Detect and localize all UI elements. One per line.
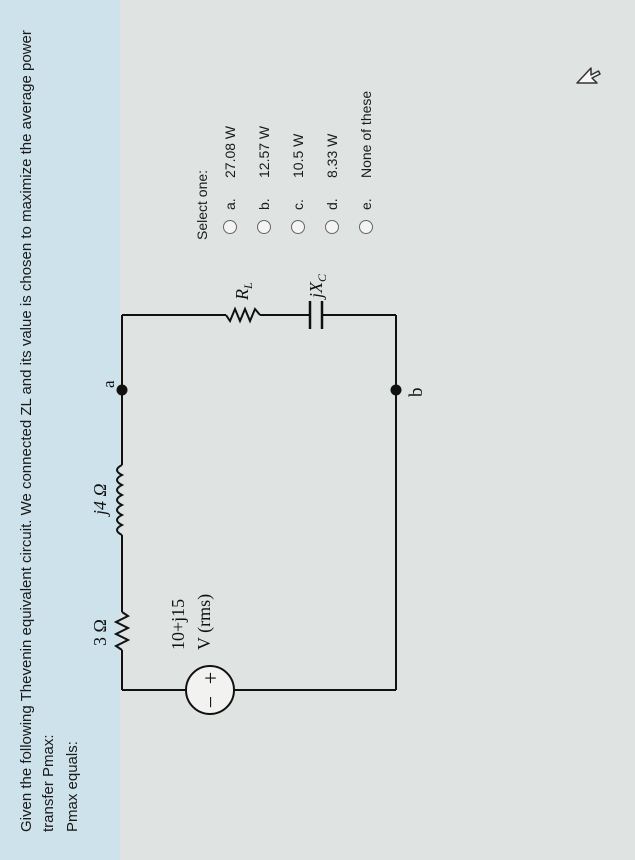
option-a-letter: a. [222,198,238,210]
source-minus-sign: − [198,695,223,709]
load-x-label: $jX_C$ [306,273,329,298]
load-r-label: $R_L$ [232,282,255,300]
source-plus-sign: + [198,671,223,685]
terminal-a-dot [117,385,128,396]
radio-button-c[interactable] [291,220,305,234]
option-e-text: None of these [358,90,374,178]
radio-button-e[interactable] [359,220,373,234]
option-c-letter: c. [290,199,306,210]
mouse-pointer-icon [575,65,606,85]
source-value-label: 10+j15 [168,598,188,650]
option-b[interactable] [256,126,272,234]
radio-button-b[interactable] [257,220,271,234]
option-d-text: 8.33 W [324,133,340,178]
resistor-label: 3 Ω [90,619,110,646]
option-b-letter: b. [256,198,272,210]
select-one-label: Select one: [194,169,210,240]
option-a[interactable] [222,126,238,234]
option-e-letter: e. [358,198,374,210]
radio-button-d[interactable] [325,220,339,234]
question-prompt: Pmax equals: [64,741,81,832]
option-c[interactable] [290,134,306,234]
option-e[interactable] [358,91,374,234]
option-a-text: 27.08 W [222,125,238,178]
circuit-svg [90,273,440,710]
load-resistor-symbol [226,309,260,321]
node-b-label: b [406,387,427,397]
node-a-label: a [99,380,118,388]
inductor-symbol [117,465,122,535]
circuit-diagram [90,273,440,710]
option-c-text: 10.5 W [290,133,306,178]
question-text: Given the following Thevenin equivalent circuit. We connected ZL and its value is chosen to maximize the average power transfer Pmax: [18,30,57,832]
radio-button-a[interactable] [223,220,237,234]
terminal-b-dot [391,385,402,396]
option-d-letter: d. [324,198,340,210]
option-d[interactable] [324,134,340,234]
inductor-label: j4 Ω [90,483,110,515]
source-unit-label: V (rms) [194,593,214,650]
option-b-text: 12.57 W [256,125,272,178]
resistor-symbol [116,612,128,650]
